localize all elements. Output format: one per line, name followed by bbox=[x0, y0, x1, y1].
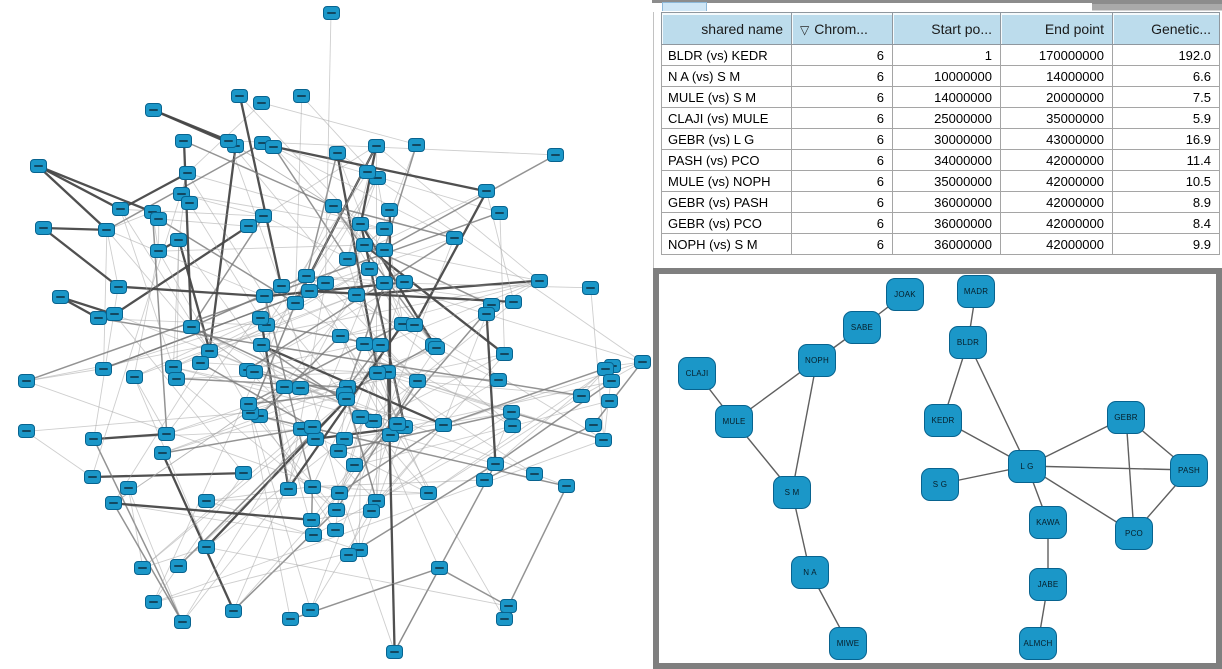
network-node[interactable] bbox=[158, 427, 175, 441]
network-edge bbox=[153, 440, 604, 603]
network-node[interactable] bbox=[246, 365, 263, 379]
network-node[interactable] bbox=[304, 420, 321, 434]
network-node[interactable] bbox=[330, 444, 347, 458]
cell-shared-name[interactable]: BLDR (vs) KEDR bbox=[662, 45, 792, 66]
cell-value[interactable]: 6 bbox=[792, 213, 893, 234]
network-node[interactable] bbox=[558, 479, 575, 493]
network-node[interactable] bbox=[198, 540, 215, 554]
column-header-shared-name[interactable]: shared name bbox=[662, 13, 792, 45]
network-edge bbox=[43, 228, 107, 230]
network-node[interactable] bbox=[573, 389, 590, 403]
cell-value[interactable]: 170000000 bbox=[1001, 45, 1113, 66]
network-node[interactable] bbox=[35, 221, 52, 235]
network-node[interactable] bbox=[98, 223, 115, 237]
network-node[interactable] bbox=[634, 355, 651, 369]
network-node[interactable] bbox=[317, 276, 334, 290]
network-node[interactable] bbox=[225, 604, 242, 618]
network-node[interactable] bbox=[603, 374, 620, 388]
cell-value[interactable]: 14000000 bbox=[893, 87, 1001, 108]
cell-value[interactable]: 16.9 bbox=[1113, 129, 1220, 150]
network-edge bbox=[234, 493, 340, 611]
network-node[interactable] bbox=[253, 96, 270, 110]
network-node[interactable] bbox=[329, 146, 346, 160]
network-node[interactable] bbox=[359, 165, 376, 179]
network-node[interactable] bbox=[386, 645, 403, 659]
network-node[interactable]: KEDR bbox=[924, 404, 962, 437]
network-node[interactable] bbox=[585, 418, 602, 432]
network-node[interactable] bbox=[420, 486, 437, 500]
table-row[interactable] bbox=[662, 66, 1220, 87]
network-node[interactable] bbox=[303, 513, 320, 527]
cell-value[interactable]: 6 bbox=[792, 87, 893, 108]
network-node[interactable] bbox=[192, 356, 209, 370]
network-node[interactable] bbox=[478, 184, 495, 198]
network-node[interactable] bbox=[85, 432, 102, 446]
network-node[interactable] bbox=[339, 252, 356, 266]
top-strip bbox=[652, 0, 1222, 12]
network-edge bbox=[384, 155, 556, 250]
network-node[interactable] bbox=[298, 269, 315, 283]
cell-value[interactable]: 1 bbox=[893, 45, 1001, 66]
network-node[interactable] bbox=[409, 374, 426, 388]
network-node[interactable] bbox=[582, 281, 599, 295]
network-node[interactable] bbox=[220, 134, 237, 148]
cell-value[interactable]: 10.5 bbox=[1113, 171, 1220, 192]
network-node[interactable] bbox=[435, 418, 452, 432]
cell-value[interactable]: 6 bbox=[792, 45, 893, 66]
cell-value[interactable]: 43000000 bbox=[1001, 129, 1113, 150]
cell-value[interactable]: 8.9 bbox=[1113, 192, 1220, 213]
network-edge bbox=[262, 103, 417, 145]
network-edge bbox=[1027, 466, 1189, 470]
network-node[interactable] bbox=[531, 274, 548, 288]
network-node[interactable] bbox=[446, 231, 463, 245]
network-node[interactable] bbox=[389, 417, 406, 431]
network-edge bbox=[240, 96, 281, 286]
cell-shared-name[interactable]: MULE (vs) S M bbox=[662, 87, 792, 108]
table-row[interactable] bbox=[662, 171, 1220, 192]
sort-filter-icon[interactable]: ▽ bbox=[800, 22, 810, 37]
column-header-chromosome-label: Chrom... bbox=[814, 20, 868, 37]
cell-value[interactable]: 20000000 bbox=[1001, 87, 1113, 108]
network-node[interactable] bbox=[363, 504, 380, 518]
network-node[interactable] bbox=[287, 296, 304, 310]
network-node[interactable] bbox=[145, 103, 162, 117]
table-row[interactable] bbox=[662, 150, 1220, 171]
network-node[interactable] bbox=[332, 329, 349, 343]
network-node[interactable] bbox=[503, 405, 520, 419]
column-header-end-point[interactable]: End point bbox=[1001, 13, 1113, 45]
network-edge bbox=[439, 568, 508, 606]
network-node[interactable]: PCO bbox=[1115, 517, 1153, 550]
column-header-genetic-distance[interactable]: Genetic... bbox=[1113, 13, 1220, 45]
network-node[interactable] bbox=[110, 280, 127, 294]
network-node[interactable] bbox=[255, 209, 272, 223]
network-node[interactable] bbox=[505, 295, 522, 309]
network-node[interactable] bbox=[170, 233, 187, 247]
network-node[interactable] bbox=[601, 394, 618, 408]
network-node[interactable]: KAWA bbox=[1029, 506, 1067, 539]
cell-value[interactable]: 42000000 bbox=[1001, 150, 1113, 171]
network-node[interactable] bbox=[526, 467, 543, 481]
network-node[interactable]: S M bbox=[773, 476, 811, 509]
cell-value[interactable]: 36000000 bbox=[893, 213, 1001, 234]
cell-value[interactable]: 6 bbox=[792, 66, 893, 87]
network-node[interactable] bbox=[340, 548, 357, 562]
cell-value[interactable]: 42000000 bbox=[1001, 213, 1113, 234]
network-node[interactable] bbox=[406, 318, 423, 332]
panel-tab-remnant[interactable] bbox=[662, 2, 707, 11]
network-edge bbox=[1126, 417, 1134, 533]
network-node[interactable] bbox=[496, 347, 513, 361]
cell-value[interactable]: 6 bbox=[792, 171, 893, 192]
network-node[interactable]: JOAK bbox=[886, 278, 924, 311]
network-node[interactable] bbox=[90, 311, 107, 325]
network-node[interactable] bbox=[356, 238, 373, 252]
cell-value[interactable]: 10000000 bbox=[893, 66, 1001, 87]
network-edge bbox=[792, 360, 817, 492]
table-row[interactable] bbox=[662, 87, 1220, 108]
network-edge bbox=[92, 473, 244, 477]
cell-value[interactable]: 36000000 bbox=[893, 234, 1001, 255]
network-edge bbox=[184, 141, 334, 207]
network-node[interactable] bbox=[595, 433, 612, 447]
network-node[interactable] bbox=[431, 561, 448, 575]
network-node[interactable] bbox=[30, 159, 47, 173]
network-node[interactable] bbox=[496, 612, 513, 626]
network-node[interactable] bbox=[126, 370, 143, 384]
network-node[interactable] bbox=[256, 289, 273, 303]
cell-value[interactable]: 14000000 bbox=[1001, 66, 1113, 87]
network-node[interactable] bbox=[491, 206, 508, 220]
network-node[interactable] bbox=[476, 473, 493, 487]
detail-network-canvas[interactable] bbox=[659, 274, 1216, 663]
network-node[interactable] bbox=[346, 458, 363, 472]
network-node[interactable]: ALMCH bbox=[1019, 627, 1057, 660]
cell-value[interactable]: 42000000 bbox=[1001, 171, 1113, 192]
network-node[interactable]: PASH bbox=[1170, 454, 1208, 487]
network-node[interactable] bbox=[253, 338, 270, 352]
network-node[interactable] bbox=[302, 603, 319, 617]
network-node[interactable]: S G bbox=[921, 468, 959, 501]
cell-value[interactable]: 42000000 bbox=[1001, 234, 1113, 255]
network-node[interactable] bbox=[547, 148, 564, 162]
network-edge bbox=[182, 489, 288, 623]
cell-shared-name[interactable]: NOPH (vs) S M bbox=[662, 234, 792, 255]
scrollbar-remnant[interactable] bbox=[1092, 3, 1222, 11]
network-node[interactable] bbox=[252, 311, 269, 325]
network-edge bbox=[376, 146, 539, 281]
network-node[interactable] bbox=[84, 470, 101, 484]
network-node[interactable] bbox=[154, 446, 171, 460]
detail-network-panel bbox=[653, 268, 1222, 669]
network-node[interactable] bbox=[183, 320, 200, 334]
network-node[interactable] bbox=[352, 410, 369, 424]
network-edge bbox=[128, 488, 143, 567]
cell-value[interactable]: 6 bbox=[792, 108, 893, 129]
network-node[interactable]: MIWE bbox=[829, 627, 867, 660]
cell-value[interactable]: 25000000 bbox=[893, 108, 1001, 129]
network-node[interactable] bbox=[150, 212, 167, 226]
cell-value[interactable]: 11.4 bbox=[1113, 150, 1220, 171]
cell-shared-name[interactable]: GEBR (vs) PASH bbox=[662, 192, 792, 213]
network-node[interactable] bbox=[181, 196, 198, 210]
network-edge bbox=[104, 230, 107, 369]
network-node[interactable] bbox=[112, 202, 129, 216]
cell-value[interactable]: 36000000 bbox=[893, 192, 1001, 213]
network-node[interactable] bbox=[368, 139, 385, 153]
network-node[interactable] bbox=[282, 612, 299, 626]
cell-shared-name[interactable]: PASH (vs) PCO bbox=[662, 150, 792, 171]
column-header-chromosome[interactable] bbox=[792, 13, 893, 45]
cell-value[interactable]: 34000000 bbox=[893, 150, 1001, 171]
network-node[interactable]: BLDR bbox=[949, 326, 987, 359]
network-node[interactable] bbox=[120, 481, 137, 495]
table-row[interactable] bbox=[662, 108, 1220, 129]
column-header-start-position[interactable]: Start po... bbox=[893, 13, 1001, 45]
cell-shared-name[interactable]: MULE (vs) NOPH bbox=[662, 171, 792, 192]
table-row[interactable] bbox=[662, 129, 1220, 150]
network-node[interactable] bbox=[376, 243, 393, 257]
network-edge bbox=[162, 453, 233, 610]
network-node[interactable] bbox=[504, 419, 521, 433]
table-row[interactable] bbox=[662, 234, 1220, 255]
cell-value[interactable]: 6 bbox=[792, 192, 893, 213]
network-node[interactable] bbox=[428, 341, 445, 355]
network-node[interactable] bbox=[301, 284, 318, 298]
network-node[interactable] bbox=[331, 486, 348, 500]
network-node[interactable] bbox=[265, 140, 282, 154]
network-node[interactable] bbox=[198, 494, 215, 508]
network-edge bbox=[26, 431, 92, 477]
network-node[interactable]: NOPH bbox=[798, 344, 836, 377]
cell-value[interactable]: 6 bbox=[792, 234, 893, 255]
network-node[interactable] bbox=[348, 288, 365, 302]
network-node[interactable] bbox=[231, 89, 248, 103]
network-edge bbox=[114, 503, 314, 535]
network-node[interactable] bbox=[478, 307, 495, 321]
cell-value[interactable]: 35000000 bbox=[893, 171, 1001, 192]
network-node[interactable] bbox=[352, 217, 369, 231]
network-node[interactable]: MULE bbox=[715, 405, 753, 438]
network-edge bbox=[206, 439, 344, 547]
network-node[interactable] bbox=[150, 244, 167, 258]
network-node[interactable]: CLAJI bbox=[678, 357, 716, 390]
network-edge bbox=[968, 342, 1027, 466]
network-node[interactable] bbox=[490, 373, 507, 387]
network-node[interactable] bbox=[145, 595, 162, 609]
network-node[interactable] bbox=[361, 262, 378, 276]
table-row[interactable] bbox=[662, 213, 1220, 234]
cell-value[interactable]: 7.5 bbox=[1113, 87, 1220, 108]
cell-value[interactable]: 192.0 bbox=[1113, 45, 1220, 66]
network-node[interactable]: MADR bbox=[957, 275, 995, 308]
network-node[interactable] bbox=[174, 615, 191, 629]
cell-value[interactable]: 42000000 bbox=[1001, 192, 1113, 213]
network-node[interactable] bbox=[323, 6, 340, 20]
network-node[interactable] bbox=[134, 561, 151, 575]
network-node[interactable] bbox=[338, 392, 355, 406]
cell-value[interactable]: 8.4 bbox=[1113, 213, 1220, 234]
network-edge bbox=[487, 314, 496, 464]
cell-value[interactable]: 6 bbox=[792, 150, 893, 171]
cell-value[interactable]: 30000000 bbox=[893, 129, 1001, 150]
cell-shared-name[interactable]: N A (vs) S M bbox=[662, 66, 792, 87]
network-node[interactable] bbox=[168, 372, 185, 386]
network-node[interactable] bbox=[327, 523, 344, 537]
cell-value[interactable]: 6 bbox=[792, 129, 893, 150]
table-row[interactable] bbox=[662, 45, 1220, 66]
network-node[interactable] bbox=[175, 134, 192, 148]
cell-value[interactable]: 9.9 bbox=[1113, 234, 1220, 255]
network-node[interactable] bbox=[273, 279, 290, 293]
network-node[interactable] bbox=[52, 290, 69, 304]
network-node[interactable] bbox=[356, 337, 373, 351]
network-node[interactable]: SABE bbox=[843, 311, 881, 344]
network-edge bbox=[508, 486, 566, 606]
network-node[interactable] bbox=[280, 482, 297, 496]
network-node[interactable] bbox=[240, 219, 257, 233]
network-node[interactable] bbox=[408, 138, 425, 152]
network-node[interactable] bbox=[106, 307, 123, 321]
network-node[interactable] bbox=[292, 381, 309, 395]
network-node[interactable]: L G bbox=[1008, 450, 1046, 483]
table-header-row bbox=[662, 13, 1220, 45]
network-node[interactable]: JABE bbox=[1029, 568, 1067, 601]
network-edge bbox=[38, 166, 152, 212]
network-edge bbox=[26, 413, 251, 432]
network-node[interactable] bbox=[95, 362, 112, 376]
network-node[interactable] bbox=[105, 496, 122, 510]
network-node[interactable] bbox=[293, 89, 310, 103]
cell-value[interactable]: 35000000 bbox=[1001, 108, 1113, 129]
network-node[interactable] bbox=[240, 397, 257, 411]
edge-table-panel bbox=[653, 12, 1222, 268]
network-node[interactable] bbox=[376, 276, 393, 290]
network-node[interactable] bbox=[18, 424, 35, 438]
network-node[interactable] bbox=[305, 528, 322, 542]
network-node[interactable] bbox=[170, 559, 187, 573]
network-node[interactable] bbox=[369, 366, 386, 380]
network-node[interactable] bbox=[18, 374, 35, 388]
edge-attribute-table bbox=[661, 12, 1220, 255]
network-node[interactable] bbox=[304, 480, 321, 494]
network-node[interactable]: GEBR bbox=[1107, 401, 1145, 434]
cell-value[interactable]: 6.6 bbox=[1113, 66, 1220, 87]
network-node[interactable] bbox=[235, 466, 252, 480]
network-node[interactable] bbox=[328, 503, 345, 517]
cell-value[interactable]: 5.9 bbox=[1113, 108, 1220, 129]
network-node[interactable] bbox=[376, 222, 393, 236]
table-row[interactable] bbox=[662, 192, 1220, 213]
network-node[interactable] bbox=[396, 275, 413, 289]
network-node[interactable]: N A bbox=[791, 556, 829, 589]
cell-shared-name[interactable]: CLAJI (vs) MULE bbox=[662, 108, 792, 129]
network-node[interactable] bbox=[381, 203, 398, 217]
cell-shared-name[interactable]: GEBR (vs) L G bbox=[662, 129, 792, 150]
network-node[interactable] bbox=[179, 166, 196, 180]
network-node[interactable] bbox=[276, 380, 293, 394]
network-node[interactable] bbox=[372, 338, 389, 352]
network-node[interactable] bbox=[487, 457, 504, 471]
network-node[interactable] bbox=[500, 599, 517, 613]
network-node[interactable] bbox=[325, 199, 342, 213]
cell-shared-name[interactable]: GEBR (vs) PCO bbox=[662, 213, 792, 234]
